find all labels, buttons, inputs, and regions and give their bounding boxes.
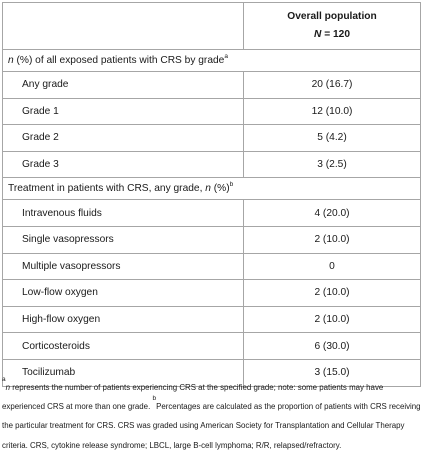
table-row — [3, 306, 421, 333]
column-title: Overall population — [287, 11, 377, 22]
row-label-cell — [3, 98, 244, 125]
row-label-cell — [3, 333, 244, 360]
row-label-cell — [3, 151, 244, 178]
row-label-cell — [3, 200, 244, 227]
row-label-cell — [3, 280, 244, 307]
section-heading-cell — [3, 178, 421, 200]
row-value: 6 (30.0) — [314, 340, 350, 352]
row-label: High-flow oxygen — [22, 314, 101, 326]
table-row — [3, 200, 421, 227]
row-label: Intravenous fluids — [22, 207, 102, 219]
section-heading — [3, 55, 228, 66]
table-row — [3, 72, 421, 99]
footnote-text: Percentages are calculated as the proportion of patients with CRS receiving the particular treatment for CRS. CRS was graded using American Society for Transplantation and Cellular Therapy criteria. CRS, cytokine release syndrome; LBCL, large B-cell lymphoma; R/R, relapsed/refractory. — [2, 402, 421, 450]
n-symbol: n — [205, 183, 211, 195]
row-value: 2 (10.0) — [314, 287, 350, 299]
row-value: 2 (10.0) — [314, 234, 350, 246]
row-value: 3 (15.0) — [314, 367, 350, 379]
section-heading-text: Treatment in patients with CRS, any grade, — [8, 183, 206, 195]
row-label: Corticosteroids — [22, 340, 90, 352]
row-label: Multiple vasopressors — [22, 260, 121, 272]
section-heading-cell — [3, 50, 421, 72]
row-label-cell — [3, 226, 244, 253]
row-value-cell — [244, 253, 421, 280]
row-value-cell — [244, 226, 421, 253]
table-row — [3, 280, 421, 307]
row-value: 12 (10.0) — [311, 105, 353, 117]
n-symbol: N — [314, 29, 322, 40]
row-value-cell — [244, 306, 421, 333]
footnote-marker: b — [229, 181, 234, 189]
header-empty-cell — [3, 3, 244, 50]
row-value: 5 (4.2) — [317, 132, 347, 144]
footnote-marker: b — [152, 395, 157, 403]
row-label-cell — [3, 72, 244, 99]
row-value-cell — [244, 333, 421, 360]
section-heading-row — [3, 178, 421, 200]
table-header-row — [3, 3, 421, 50]
row-value: 2 (10.0) — [314, 314, 350, 326]
row-label-cell — [3, 306, 244, 333]
section-grade-rows — [3, 72, 421, 178]
section-heading-text: (%) of all exposed patients with CRS by grade — [13, 55, 225, 66]
n-symbol: n — [8, 55, 14, 66]
row-value-cell — [244, 280, 421, 307]
row-label: Tocilizumab — [22, 367, 76, 379]
row-value-cell — [244, 125, 421, 152]
footnote-marker: a — [224, 53, 228, 60]
row-value: 0 — [329, 260, 335, 272]
row-label-cell — [3, 125, 244, 152]
section-heading-row — [3, 50, 421, 72]
table-row — [3, 151, 421, 178]
row-value-cell — [244, 151, 421, 178]
row-label: Any grade — [22, 79, 69, 91]
n-value: = 120 — [324, 29, 350, 40]
n-symbol: n — [5, 383, 11, 392]
section-heading — [3, 183, 233, 194]
footnote-marker: a — [2, 376, 6, 383]
section-heading-text: (%) — [210, 183, 230, 195]
row-label: Grade 2 — [22, 132, 59, 144]
table-footnote — [2, 378, 421, 455]
row-value-cell — [244, 200, 421, 227]
crs-summary-table — [2, 2, 421, 387]
row-label: Grade 3 — [22, 159, 59, 171]
row-value-cell — [244, 98, 421, 125]
row-label: Single vasopressors — [22, 234, 114, 246]
row-value-cell — [244, 72, 421, 99]
table-row — [3, 333, 421, 360]
row-value: 3 (2.5) — [317, 159, 347, 171]
table-row — [3, 226, 421, 253]
row-value: 20 (16.7) — [311, 79, 353, 91]
section-treatment-rows — [3, 200, 421, 386]
row-label-cell — [3, 253, 244, 280]
table-row — [3, 125, 421, 152]
table-row — [3, 98, 421, 125]
table-row — [3, 253, 421, 280]
header-value-cell — [244, 3, 421, 50]
footnote-text: represents the number of patients experiencing CRS at the specified grade; note: some patients may have experienced CRS at more than one grade. — [2, 383, 384, 412]
population-size — [244, 26, 420, 44]
row-label: Low-flow oxygen — [22, 287, 98, 299]
row-label: Grade 1 — [22, 105, 59, 117]
row-value: 4 (20.0) — [314, 207, 350, 219]
